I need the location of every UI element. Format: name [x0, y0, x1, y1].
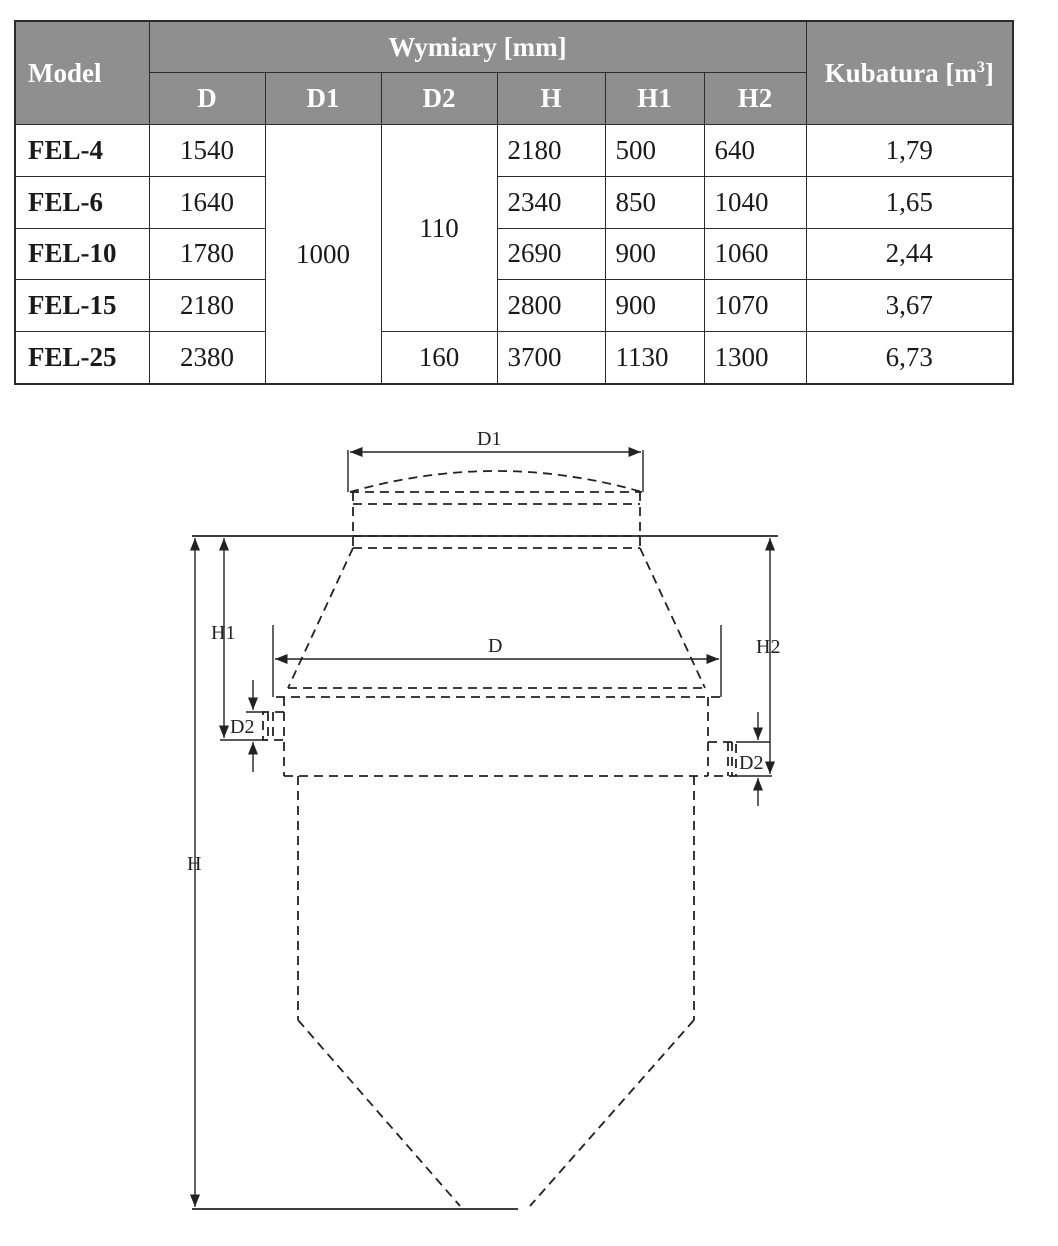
d-cell: 2380: [149, 332, 265, 384]
h-cell: 2800: [497, 280, 605, 332]
volume-cell: 2,44: [806, 228, 1013, 280]
table-row: [15, 228, 1013, 280]
label-d2-left: D2: [230, 716, 255, 738]
upper-cone-left: [288, 548, 353, 688]
volume-header-sup: 3: [976, 58, 985, 76]
volume-header-close: ]: [984, 57, 994, 88]
h-cell: 3700: [497, 332, 605, 384]
volume-header-label: Kubatura [m: [824, 57, 977, 88]
h-cell: 2180: [497, 125, 605, 177]
outlet-pipe-stub: [708, 742, 736, 776]
h1-cell: 500: [605, 125, 704, 177]
table-row: [15, 125, 1013, 177]
model-cell: FEL-25: [15, 332, 149, 384]
column-header-h1: H1: [605, 73, 704, 125]
label-h1: H1: [211, 622, 236, 644]
tank-dimension-diagram: [0, 395, 1058, 1235]
table-row: [15, 176, 1013, 228]
dimension-lines: [192, 450, 781, 1209]
dimensions-table: [14, 20, 1014, 385]
column-header-d1: D1: [265, 73, 381, 125]
column-header-h2: H2: [704, 73, 806, 125]
h1-cell: 900: [605, 228, 704, 280]
volume-cell: 1,65: [806, 176, 1013, 228]
h-cell: 2690: [497, 228, 605, 280]
model-header: Model: [15, 21, 149, 125]
h1-cell: 900: [605, 280, 704, 332]
d-cell: 1640: [149, 176, 265, 228]
h2-cell: 1300: [704, 332, 806, 384]
h1-cell: 1130: [605, 332, 704, 384]
volume-cell: 3,67: [806, 280, 1013, 332]
tank-outline: [263, 471, 736, 1206]
d-cell: 1780: [149, 228, 265, 280]
h2-cell: 640: [704, 125, 806, 177]
inlet-pipe-stub: [263, 712, 284, 740]
d-cell: 1540: [149, 125, 265, 177]
table-row: [15, 280, 1013, 332]
label-d2-right: D2: [739, 752, 764, 774]
label-h: H: [187, 853, 202, 875]
h2-cell: 1070: [704, 280, 806, 332]
label-d1: D1: [477, 428, 502, 450]
d-cell: 2180: [149, 280, 265, 332]
model-cell: FEL-15: [15, 280, 149, 332]
d2-merged-cell: 110: [381, 125, 497, 332]
model-cell: FEL-4: [15, 125, 149, 177]
h2-cell: 1040: [704, 176, 806, 228]
h1-cell: 850: [605, 176, 704, 228]
h2-cell: 1060: [704, 228, 806, 280]
upper-cone-right: [640, 548, 705, 688]
d1-merged-cell: 1000: [265, 125, 381, 385]
volume-cell: 6,73: [806, 332, 1013, 384]
model-cell: FEL-6: [15, 176, 149, 228]
d2-cell: 160: [381, 332, 497, 384]
dimensions-group-header: Wymiary [mm]: [149, 21, 806, 73]
lid-dome: [350, 471, 642, 492]
column-header-h: H: [497, 73, 605, 125]
volume-cell: 1,79: [806, 125, 1013, 177]
model-cell: FEL-10: [15, 228, 149, 280]
column-header-d2: D2: [381, 73, 497, 125]
column-header-d: D: [149, 73, 265, 125]
h-cell: 2340: [497, 176, 605, 228]
table-row: [15, 332, 1013, 384]
label-d: D: [488, 635, 503, 657]
label-h2: H2: [756, 636, 781, 658]
bottom-cone-right: [530, 1020, 694, 1206]
volume-header: [806, 21, 1013, 125]
bottom-cone-left: [298, 1020, 460, 1206]
